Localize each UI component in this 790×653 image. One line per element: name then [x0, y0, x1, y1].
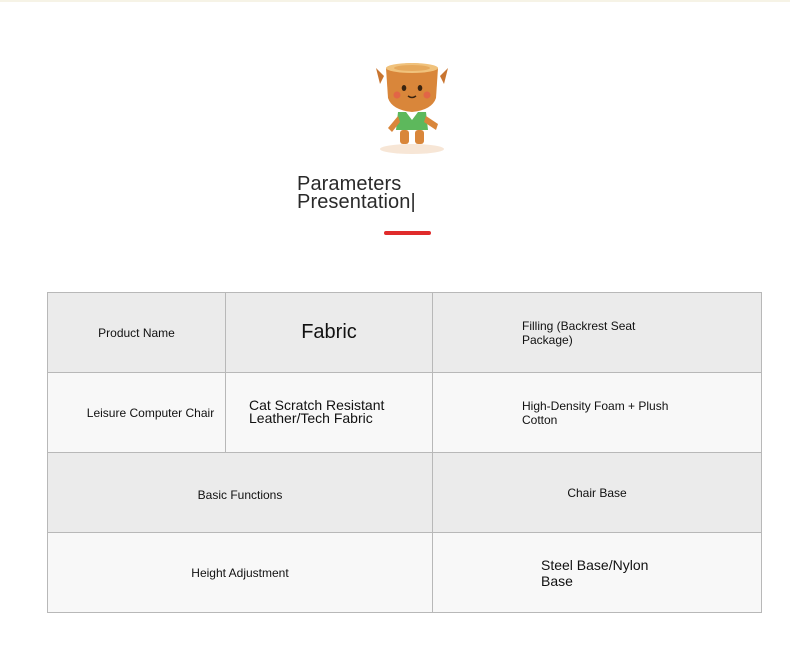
table-cell [48, 373, 226, 453]
basic-functions-value: Height Adjustment [191, 565, 289, 580]
title-underline-accent [384, 231, 431, 235]
table-row [48, 533, 762, 613]
table-row [48, 373, 762, 453]
title-line-2: Presentation| [297, 191, 416, 213]
table-row [48, 293, 762, 373]
fabric-label: Fabric [301, 321, 357, 343]
table-cell [433, 373, 762, 453]
table-cell [433, 293, 762, 373]
filling-label: Filling (Backrest Seat Package) [522, 318, 636, 347]
filling-value: High-Density Foam + Plush Cotton [522, 398, 669, 427]
parameters-table [47, 292, 762, 613]
table-cell [433, 533, 762, 613]
wooden-stump-mascot-icon [374, 58, 450, 156]
fabric-value: Cat Scratch Resistant Leather/Tech Fabric [249, 397, 385, 426]
title-line-1: Parameters [297, 173, 402, 195]
table-cell [226, 293, 433, 373]
table-cell [48, 293, 226, 373]
basic-functions-label: Basic Functions [197, 487, 283, 502]
table-cell [48, 533, 433, 613]
table-cell [433, 453, 762, 533]
top-border-line [0, 0, 790, 2]
chair-base-value: Steel Base/Nylon Base [541, 556, 649, 589]
table-cell [48, 453, 433, 533]
product-name-value: Leisure Computer Chair [86, 405, 215, 420]
page-title [297, 175, 416, 211]
chair-base-label: Chair Base [567, 485, 627, 500]
product-name-label: Product Name [98, 325, 175, 340]
table-cell [226, 373, 433, 453]
table-row [48, 453, 762, 533]
